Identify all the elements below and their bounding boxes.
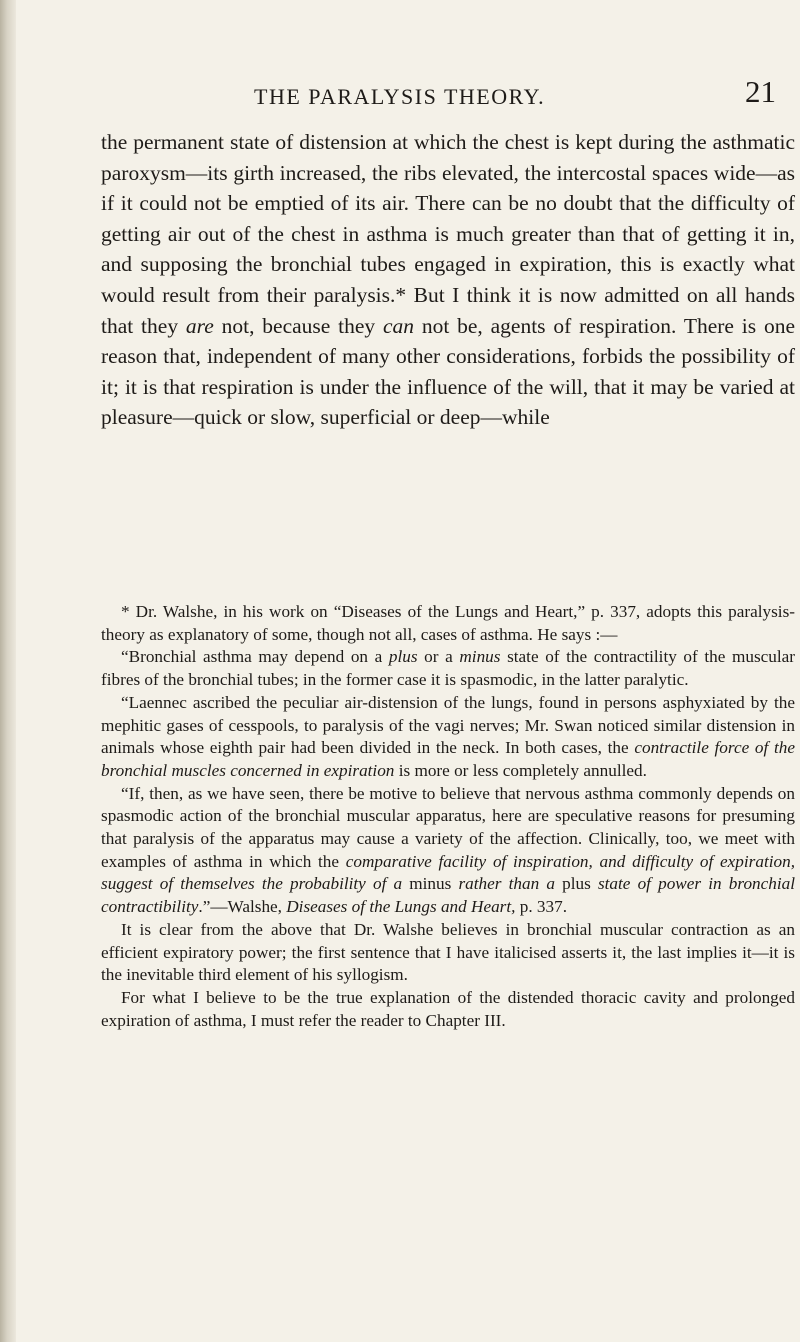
footnote-intro bbox=[101, 601, 795, 646]
fq3-text-4: .”—Walshe, bbox=[198, 897, 287, 917]
fq3-em-1: comparative facility of inspiration, and difficulty of expiration, suggest of themselves the probability of a bbox=[101, 851, 795, 894]
fq1-text-2: or a bbox=[417, 647, 460, 667]
running-head: THE PARALYSIS THEORY. bbox=[254, 84, 546, 109]
page-number: 21 bbox=[745, 74, 776, 109]
fq1-text-3: state of the contractility of the muscular fibres of the bronchial tubes; in the former case it is spasmodic, in the latter paralytic. bbox=[101, 647, 795, 690]
footnote-reference-text: For what I believe to be the true explanation of the distended thoracic cavity and prolonged expiration of asthma, I must refer the reader to Chapter III. bbox=[101, 987, 795, 1030]
fq3-em-4: Diseases of the Lungs and Heart, bbox=[286, 897, 516, 917]
footnote-quote-1 bbox=[101, 646, 795, 691]
fq1-text-1: “Bronchial asthma may depend on a bbox=[121, 647, 389, 667]
page-header bbox=[100, 74, 795, 114]
main-text-1: the permanent state of distension at which the chest is kept during the asthmatic paroxysm—its girth increased, the ribs elevated, the intercostal spaces wide—as if it could not be emptied of its air. There can be no doubt that the difficulty of getting air out of the chest in asthma is much greater than that of getting it in, and supposing the bronchial tubes engaged in expiration, this is exactly what would result from their paralysis.* But I think it is now admitted on all hands that they bbox=[101, 130, 795, 338]
main-emphasis-can: can bbox=[382, 313, 415, 338]
fq3-text-1: “If, then, as we have seen, there be motive to believe that nervous asthma commonly depends on spasmodic action of the bronchial muscular apparatus, here are speculative reasons for presuming that paralysis of the apparatus may cause a variety of the affection. Clinically, too, we meet with examples of asthma in which the bbox=[101, 783, 795, 871]
fq3-text-2: minus bbox=[402, 874, 459, 894]
footnote-reference bbox=[101, 987, 795, 1032]
fq3-em-2: rather than a bbox=[458, 874, 555, 894]
fq3-text-3: plus bbox=[554, 874, 598, 894]
main-text-2: not, because they bbox=[213, 313, 383, 338]
footnotes bbox=[101, 601, 795, 1032]
fq2-text-1: “Laennec ascribed the peculiar air-distension of the lungs, found in persons asphyxiated by the mephitic gases of cesspools, to paralysis of the vagi nerves; Mr. Swan noticed similar distension in animals whose eighth pair had been divided in the neck. In both cases, the bbox=[101, 692, 795, 758]
fq2-text-2: is more or less completely annulled. bbox=[394, 760, 647, 780]
fq3-em-3: state of power in bronchial contractibility bbox=[101, 874, 795, 917]
main-text-3: not be, agents of respiration. There is one reason that, independent of many other considerations, forbids the possibility of it; it is that respiration is under the influence of the will, that it may be varied at pleasure—quick or slow, superficial or deep—while bbox=[101, 313, 795, 430]
footnote-comment-text: It is clear from the above that Dr. Walshe believes in bronchial muscular contraction as an efficient expiratory power; the first sentence that I have italicised asserts it, the last implies it—it is the inevitable third element of his syllogism. bbox=[101, 919, 795, 985]
footnote-quote-3 bbox=[101, 783, 795, 919]
main-emphasis-are: are bbox=[185, 313, 214, 338]
footnote-intro-text: * Dr. Walshe, in his work on “Diseases of the Lungs and Heart,” p. 337, adopts this paralysis-theory as explanatory of some, though not all, cases of asthma. He says :— bbox=[101, 602, 795, 644]
main-paragraph bbox=[101, 127, 795, 433]
fq1-em-minus: minus bbox=[459, 647, 501, 667]
fq1-em-plus: plus bbox=[388, 647, 418, 667]
footnote-comment bbox=[101, 919, 795, 987]
footnote-quote-2 bbox=[101, 692, 795, 783]
fq3-text-5: p. 337. bbox=[515, 897, 567, 917]
fq2-em-1: contractile force of the bronchial muscles concerned in expiration bbox=[101, 738, 795, 780]
page-spine-shadow bbox=[0, 0, 16, 1342]
